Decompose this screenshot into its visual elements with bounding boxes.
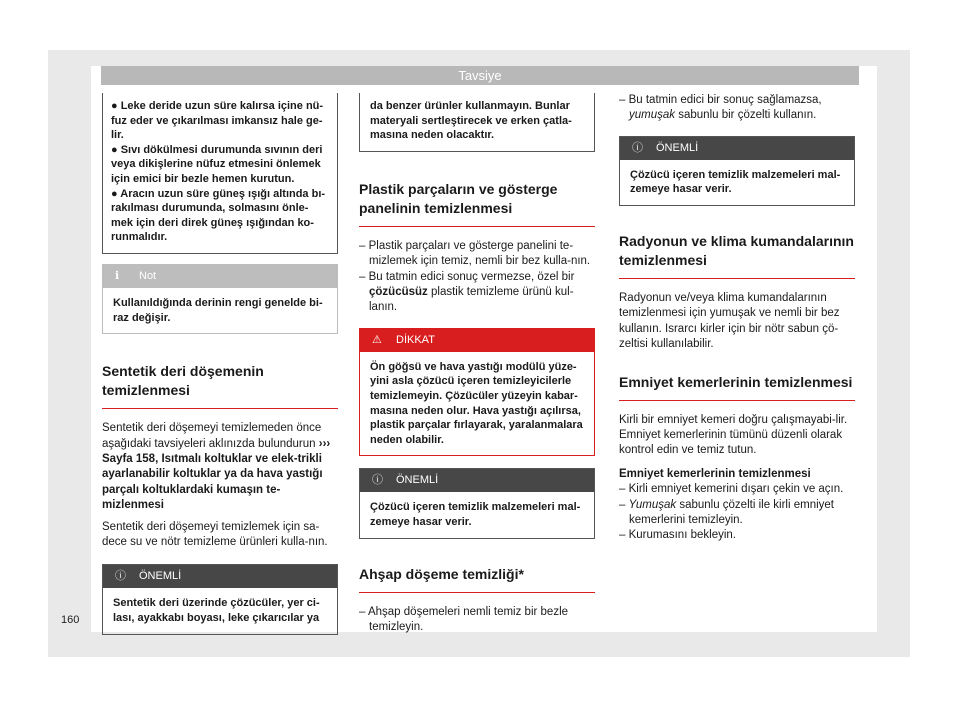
exclamation-icon: ⓘ <box>115 570 126 583</box>
exclamation-icon: ⓘ <box>632 141 643 154</box>
important-text: Çözücü içeren temizlik malzemeleri mal-zemeye hasar verir. <box>370 501 581 528</box>
important-text: Sentetik deri üzerinde çözücüler, yer ci-lası, ayakkabı boyası, leke çıkarıcılar ya <box>113 597 320 624</box>
page-link[interactable]: ››› Sayfa 158, Isıtmalı koltuklar ve elek-trikli ayarlanabilir koltuklar ya da hava yastığı parçalı koltuklardaki kumaşın te-mizlenmesi <box>102 437 331 512</box>
important-header: ⓘ ÖNEMLİ <box>620 137 854 160</box>
important-box <box>102 564 338 634</box>
note-text: Kullanıldığında derinin rengi genelde bi-raz değişir. <box>113 296 323 324</box>
list-item: – Bu tatmin edici sonuç vermezse, özel bir çözücüsüz plastik temizleme ürünü kul-lanın. <box>359 270 575 314</box>
note-header: ℹ Not <box>103 265 337 288</box>
paragraph: Sentetik deri döşemeyi temizlemek için sa-dece su ve nötr temizleme ürünleri kulla-nın. <box>102 520 328 548</box>
important-text: Çözücü içeren temizlik malzemeleri mal-zemeye hasar verir. <box>630 168 841 196</box>
paragraph: Radyonun ve/veya klima kumandalarının temizlenmesi için yumuşak ve nemli bir bez kullanın. Israrcı kirler için bir nötr sabun çö-zeltisi kullanılabilir. <box>619 292 840 351</box>
column-1 <box>102 93 338 635</box>
warning-triangle-icon: ⚠ <box>372 333 382 346</box>
paragraph: Sentetik deri döşemeyi temizlemeden önce aşağıdaki tavsiyeleri aklınızda bulundurun ››› Sayfa 158, Isıtmalı koltuklar ve elek-trikli ayarlanabilir koltuklar ya da hava yastığı parçalı koltuklardaki kumaşın te-mizlenmesi <box>102 422 331 512</box>
subheading: Emniyet kemerlerinin temizlenmesi <box>619 467 811 480</box>
important-header: ⓘ ÖNEMLİ <box>360 469 594 492</box>
section-title: Plastik parçaların ve gösterge panelinin temizlenmesi <box>359 180 595 227</box>
list-item: – Plastik parçaları ve gösterge panelini te-mizlemek için temiz, nemli bir bez kulla-nın. <box>359 239 591 268</box>
list-item: – Kirli emniyet kemerini dışarı çekin ve açın. <box>619 483 844 496</box>
page-header: Tavsiye <box>101 66 859 85</box>
section-title: Ahşap döşeme temizliği* <box>359 565 595 593</box>
section-title: Sentetik deri döşemenin temizlenmesi <box>102 362 338 409</box>
page-number: 160 <box>61 614 80 626</box>
caution-box <box>359 328 595 457</box>
warning-bullet: ● Leke deride uzun süre kalırsa içine nü-fuz eder ve çıkarılması imkansız hale ge-lir. <box>111 100 324 142</box>
column-3 <box>619 93 855 544</box>
warning-bullet: ● Sıvı dökülmesi durumunda sıvının deri veya dikişlerine nüfuz etmesini önlemek için emici bir bezle hemen kurutun. <box>111 143 323 185</box>
important-box <box>619 136 855 206</box>
column-2 <box>359 93 595 635</box>
list-item: – Yumuşak sabunlu çözelti ile kirli emniyet kemerlerini temizleyin. <box>619 498 834 527</box>
section-title: Radyonun ve klima kumandalarının temizlenmesi <box>619 232 855 279</box>
info-icon: ℹ <box>115 269 120 282</box>
important-continuation-text: da benzer ürünler kullanmayın. Bunlar materyali sertleştirecek ve erken çatla-masına neden olacaktır. <box>370 100 572 142</box>
important-box <box>359 468 595 538</box>
warning-continuation-box <box>102 93 338 254</box>
list-item: – Ahşap döşemeleri nemli temiz bir bezle temizleyin. <box>359 605 569 633</box>
important-continuation-box <box>359 93 595 152</box>
caution-header: ⚠ DİKKAT <box>360 329 594 352</box>
caution-text: Ön göğsü ve hava yastığı modülü yüze-yini asla çözücü içeren temizleyicilerle temizlemeyin. Çözücüler yüzeyin kabar-masına neden olur. Hava yastığı açılırsa, plastik parçalar fırlayarak, yaralanmalara neden olabilir. <box>370 360 583 446</box>
exclamation-icon: ⓘ <box>372 474 383 487</box>
note-box <box>102 264 338 334</box>
list-item: – Kurumasını bekleyin. <box>619 529 736 542</box>
important-header: ⓘ ÖNEMLİ <box>103 565 337 588</box>
paragraph: Kirli bir emniyet kemeri doğru çalışmayabi-lir. Emniyet kemerlerinin tümünü düzenli olarak kontrol edin ve temiz tutun. <box>619 413 848 457</box>
list-item: – Bu tatmin edici bir sonuç sağlamazsa, yumuşak sabunlu bir çözelti kullanın. <box>619 94 822 122</box>
warning-bullet: ● Aracın uzun süre güneş ışığı altında bı-rakılması durumunda, solmasını önle-mek için deri direk güneş ışığından ko-runmalıdır. <box>111 187 326 244</box>
section-title: Emniyet kemerlerinin temizlenmesi <box>619 373 855 401</box>
